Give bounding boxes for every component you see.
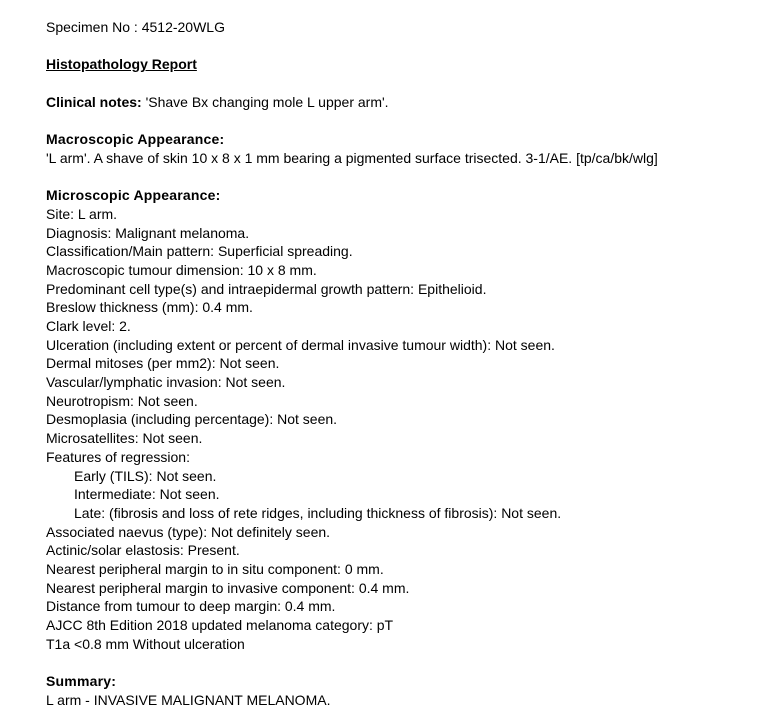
spacer — [46, 111, 751, 130]
report-title: Histopathology Report — [46, 56, 197, 73]
micro-line: Ulceration (including extent or percent of dermal invasive tumour width): Not seen. — [46, 336, 555, 353]
micro-line: Classification/Main pattern: Superficial spreading. — [46, 243, 353, 260]
clinical-notes-text: 'Shave Bx changing mole L upper arm'. — [141, 93, 389, 110]
micro-line: Desmoplasia (including percentage): Not seen. — [46, 411, 338, 428]
macroscopic-text: 'L arm'. A shave of skin 10 x 8 x 1 mm bearing a pigmented surface trisected. 3-1/AE. [tp/ca/bk/wlg] — [46, 149, 658, 166]
spacer — [46, 74, 751, 93]
micro-line: Macroscopic tumour dimension: 10 x 8 mm. — [46, 261, 317, 278]
specimen-number: Specimen No : 4512-20WLG — [46, 19, 225, 35]
spacer — [46, 653, 751, 672]
spacer — [46, 168, 751, 187]
microscopic-heading: Microscopic Appearance: — [46, 187, 221, 204]
spacer — [46, 37, 751, 56]
micro-line: Predominant cell type(s) and intraepidermal growth pattern: Epithelioid. — [46, 280, 487, 297]
micro-line: Site: L arm. — [46, 205, 118, 222]
micro-line: Nearest peripheral margin to in situ component: 0 mm. — [46, 560, 384, 577]
clinical-notes — [46, 93, 751, 112]
macroscopic-heading: Macroscopic Appearance: — [46, 131, 225, 148]
regression-line: Early (TILS): Not seen. — [74, 467, 217, 484]
micro-line: Neurotropism: Not seen. — [46, 392, 198, 409]
micro-line: Diagnosis: Malignant melanoma. — [46, 224, 250, 241]
micro-line: Features of regression: — [46, 448, 190, 465]
clinical-notes-label: Clinical notes: — [46, 93, 142, 110]
regression-line: Intermediate: Not seen. — [74, 486, 220, 503]
micro-line: Distance from tumour to deep margin: 0.4 mm. — [46, 598, 336, 615]
regression-line: Late: (fibrosis and loss of rete ridges, including thickness of fibrosis): Not seen. — [74, 504, 562, 521]
micro-line: Clark level: 2. — [46, 318, 131, 334]
micro-line: T1a <0.8 mm Without ulceration — [46, 635, 245, 652]
micro-line: Nearest peripheral margin to invasive component: 0.4 mm. — [46, 579, 410, 596]
micro-line: AJCC 8th Edition 2018 updated melanoma category: pT — [46, 617, 394, 633]
micro-line: Microsatellites: Not seen. — [46, 430, 203, 447]
micro-line: Breslow thickness (mm): 0.4 mm. — [46, 299, 253, 316]
micro-line: Dermal mitoses (per mm2): Not seen. — [46, 355, 280, 372]
micro-line: Vascular/lymphatic invasion: Not seen. — [46, 374, 286, 391]
micro-line: Associated naevus (type): Not definitely seen. — [46, 523, 331, 540]
summary-heading: Summary: — [46, 673, 117, 690]
report-document — [46, 18, 751, 709]
micro-line: Actinic/solar elastosis: Present. — [46, 542, 240, 559]
summary-text: L arm - INVASIVE MALIGNANT MELANOMA. — [46, 691, 331, 708]
